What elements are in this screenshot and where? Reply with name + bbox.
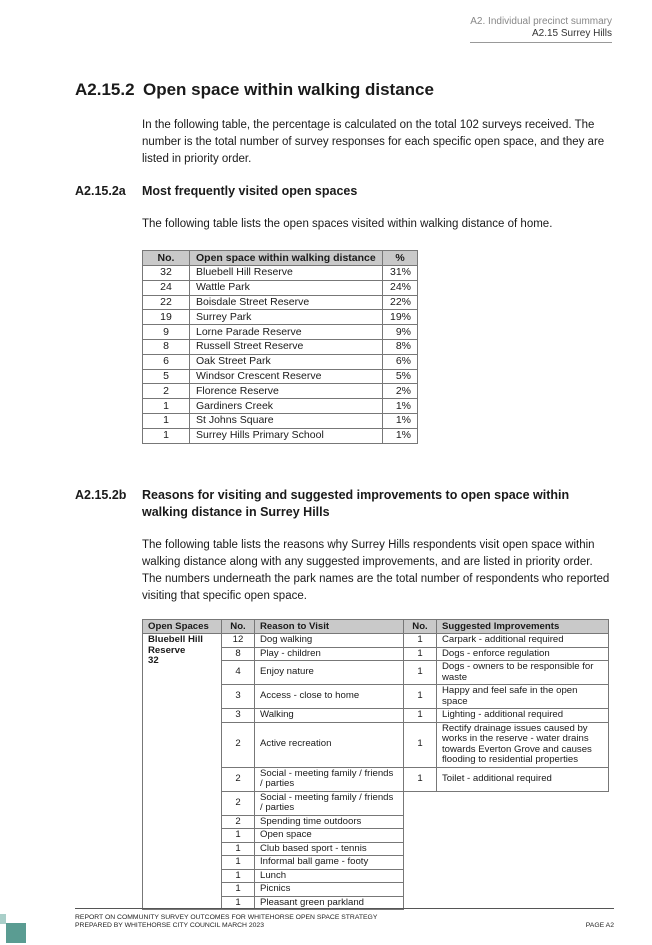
reason-label: Enjoy nature — [255, 661, 404, 685]
row-open-space: St Johns Square — [190, 413, 383, 428]
reason-count: 12 — [222, 634, 255, 648]
row-open-space: Florence Reserve — [190, 384, 383, 399]
improvement-count: 1 — [404, 661, 437, 685]
reason-label: Social - meeting family / friends / parties — [255, 767, 404, 791]
reason-label: Picnics — [255, 883, 404, 897]
empty-cell — [404, 791, 437, 815]
table-row — [143, 384, 418, 399]
table-row — [143, 310, 418, 325]
reason-count: 1 — [222, 856, 255, 870]
row-percent: 1% — [383, 413, 418, 428]
improvement-label: Carpark - additional required — [437, 634, 609, 648]
reason-label: Club based sport - tennis — [255, 842, 404, 856]
improvement-count: 1 — [404, 634, 437, 648]
row-percent: 19% — [383, 310, 418, 325]
reason-label: Play - children — [255, 647, 404, 661]
improvement-count: 1 — [404, 709, 437, 723]
reason-label: Access - close to home — [255, 685, 404, 709]
open-space-cell — [143, 634, 222, 910]
improvement-label: Rectify drainage issues caused by works in the reserve - water drains towards Everton Grove and causes flooding to residential properties — [437, 722, 609, 767]
reason-label: Open space — [255, 829, 404, 843]
reason-label: Spending time outdoors — [255, 815, 404, 829]
reason-label: Walking — [255, 709, 404, 723]
improvement-label: Happy and feel safe in the open space — [437, 685, 609, 709]
reason-count: 1 — [222, 896, 255, 910]
improvement-label: Lighting - additional required — [437, 709, 609, 723]
running-header — [470, 16, 612, 43]
col-header-no: No. — [222, 620, 255, 634]
reason-count: 1 — [222, 842, 255, 856]
reason-count: 2 — [222, 791, 255, 815]
improvement-count: 1 — [404, 685, 437, 709]
row-count: 1 — [143, 428, 190, 443]
empty-cell — [437, 815, 609, 829]
row-count: 1 — [143, 399, 190, 414]
empty-cell — [404, 829, 437, 843]
improvement-count: 1 — [404, 647, 437, 661]
col-header-open-spaces: Open Spaces — [143, 620, 222, 634]
col-header-space: Open space within walking distance — [190, 251, 383, 266]
table-row — [143, 399, 418, 414]
subsection-a-number: A2.15.2a — [75, 184, 126, 198]
section-title: Open space within walking distance — [143, 80, 434, 99]
subsection-a-title: Most frequently visited open spaces — [142, 184, 358, 198]
decorative-square-dark — [6, 923, 26, 943]
reason-label: Informal ball game - footy — [255, 856, 404, 870]
row-percent: 1% — [383, 428, 418, 443]
empty-cell — [404, 869, 437, 883]
empty-cell — [404, 856, 437, 870]
row-percent: 9% — [383, 325, 418, 340]
empty-cell — [437, 829, 609, 843]
improvement-label: Dogs - owners to be responsible for waste — [437, 661, 609, 685]
reason-count: 4 — [222, 661, 255, 685]
footer-report-title: REPORT ON COMMUNITY SURVEY OUTCOMES FOR WHITEHORSE OPEN SPACE STRATEGY — [75, 914, 378, 921]
row-open-space: Gardiners Creek — [190, 399, 383, 414]
empty-cell — [437, 856, 609, 870]
subsection-b-intro: The following table lists the reasons why Surrey Hills respondents visit open space within walking distance along with any suggested improvements, and are listed in priority order. The numbers underneath the park names are the total number of respondents who reported visiting that specific open space. — [142, 539, 610, 602]
reason-label: Lunch — [255, 869, 404, 883]
row-percent: 24% — [383, 280, 418, 295]
section-heading — [75, 80, 434, 100]
reason-count: 1 — [222, 829, 255, 843]
reasons-body — [143, 634, 609, 910]
col-header-percent: % — [383, 251, 418, 266]
reason-count: 2 — [222, 767, 255, 791]
section-number: A2.15.2 — [75, 80, 135, 99]
empty-cell — [437, 869, 609, 883]
reason-count: 3 — [222, 685, 255, 709]
header-chapter: A2. Individual precinct summary — [470, 16, 612, 27]
row-open-space: Oak Street Park — [190, 354, 383, 369]
row-percent: 6% — [383, 354, 418, 369]
reasons-table — [142, 619, 609, 910]
empty-cell — [437, 883, 609, 897]
row-count: 5 — [143, 369, 190, 384]
reason-count: 8 — [222, 647, 255, 661]
row-percent: 5% — [383, 369, 418, 384]
reason-label: Active recreation — [255, 722, 404, 767]
empty-cell — [437, 842, 609, 856]
table-header-row — [143, 251, 418, 266]
table-row — [143, 266, 418, 281]
row-percent: 31% — [383, 266, 418, 281]
row-open-space: Russell Street Reserve — [190, 339, 383, 354]
reason-label: Pleasant green parkland — [255, 896, 404, 910]
row-open-space: Boisdale Street Reserve — [190, 295, 383, 310]
row-percent: 22% — [383, 295, 418, 310]
row-count: 1 — [143, 413, 190, 428]
empty-cell — [404, 842, 437, 856]
table-row — [143, 369, 418, 384]
reason-count: 1 — [222, 869, 255, 883]
reason-count: 3 — [222, 709, 255, 723]
visited-spaces-body — [143, 266, 418, 444]
row-count: 9 — [143, 325, 190, 340]
improvement-count: 1 — [404, 767, 437, 791]
empty-cell — [437, 791, 609, 815]
col-header-no2: No. — [404, 620, 437, 634]
row-count: 19 — [143, 310, 190, 325]
table-row — [143, 280, 418, 295]
row-count: 24 — [143, 280, 190, 295]
row-count: 6 — [143, 354, 190, 369]
row-percent: 8% — [383, 339, 418, 354]
table-row — [143, 339, 418, 354]
table-row — [143, 413, 418, 428]
col-header-no: No. — [143, 251, 190, 266]
table-row — [143, 295, 418, 310]
page-footer — [75, 908, 614, 930]
row-percent: 1% — [383, 399, 418, 414]
header-section: A2.15 Surrey Hills — [470, 28, 612, 43]
reason-label: Social - meeting family / friends / parties — [255, 791, 404, 815]
empty-cell — [404, 883, 437, 897]
row-open-space: Surrey Park — [190, 310, 383, 325]
row-open-space: Surrey Hills Primary School — [190, 428, 383, 443]
row-count: 8 — [143, 339, 190, 354]
reason-label: Dog walking — [255, 634, 404, 648]
reason-count: 2 — [222, 815, 255, 829]
improvement-count: 1 — [404, 722, 437, 767]
open-space-count: 32 — [148, 655, 159, 666]
row-count: 2 — [143, 384, 190, 399]
col-header-improvements: Suggested Improvements — [437, 620, 609, 634]
reason-count: 2 — [222, 722, 255, 767]
open-space-name: Bluebell Hill Reserve — [148, 634, 203, 656]
visited-spaces-table — [142, 250, 418, 444]
subsection-a-intro: The following table lists the open spaces visited within walking distance of home. — [142, 218, 553, 230]
table-row — [143, 325, 418, 340]
page-number: PAGE A2 — [585, 922, 614, 929]
row-open-space: Lorne Parade Reserve — [190, 325, 383, 340]
subsection-b-number: A2.15.2b — [75, 488, 127, 502]
row-percent: 2% — [383, 384, 418, 399]
footer-prepared-by: PREPARED BY WHITEHORSE CITY COUNCIL MARCH 2023 — [75, 922, 264, 929]
table-row — [143, 428, 418, 443]
row-open-space: Bluebell Hill Reserve — [190, 266, 383, 281]
empty-cell — [404, 815, 437, 829]
improvement-label: Toilet - additional required — [437, 767, 609, 791]
row-count: 32 — [143, 266, 190, 281]
row-count: 22 — [143, 295, 190, 310]
row-open-space: Wattle Park — [190, 280, 383, 295]
subsection-b-title: Reasons for visiting and suggested improvements to open space within walking distance in Surrey Hills — [142, 488, 570, 519]
row-open-space: Windsor Crescent Reserve — [190, 369, 383, 384]
reason-count: 1 — [222, 883, 255, 897]
table-row — [143, 634, 609, 648]
col-header-reason: Reason to Visit — [255, 620, 404, 634]
section-intro: In the following table, the percentage is calculated on the total 102 surveys received. The number is the total number of survey responses for each specific open space, and they are listed in priority order. — [142, 119, 605, 165]
table-header-row — [143, 620, 609, 634]
improvement-label: Dogs - enforce regulation — [437, 647, 609, 661]
table-row — [143, 354, 418, 369]
